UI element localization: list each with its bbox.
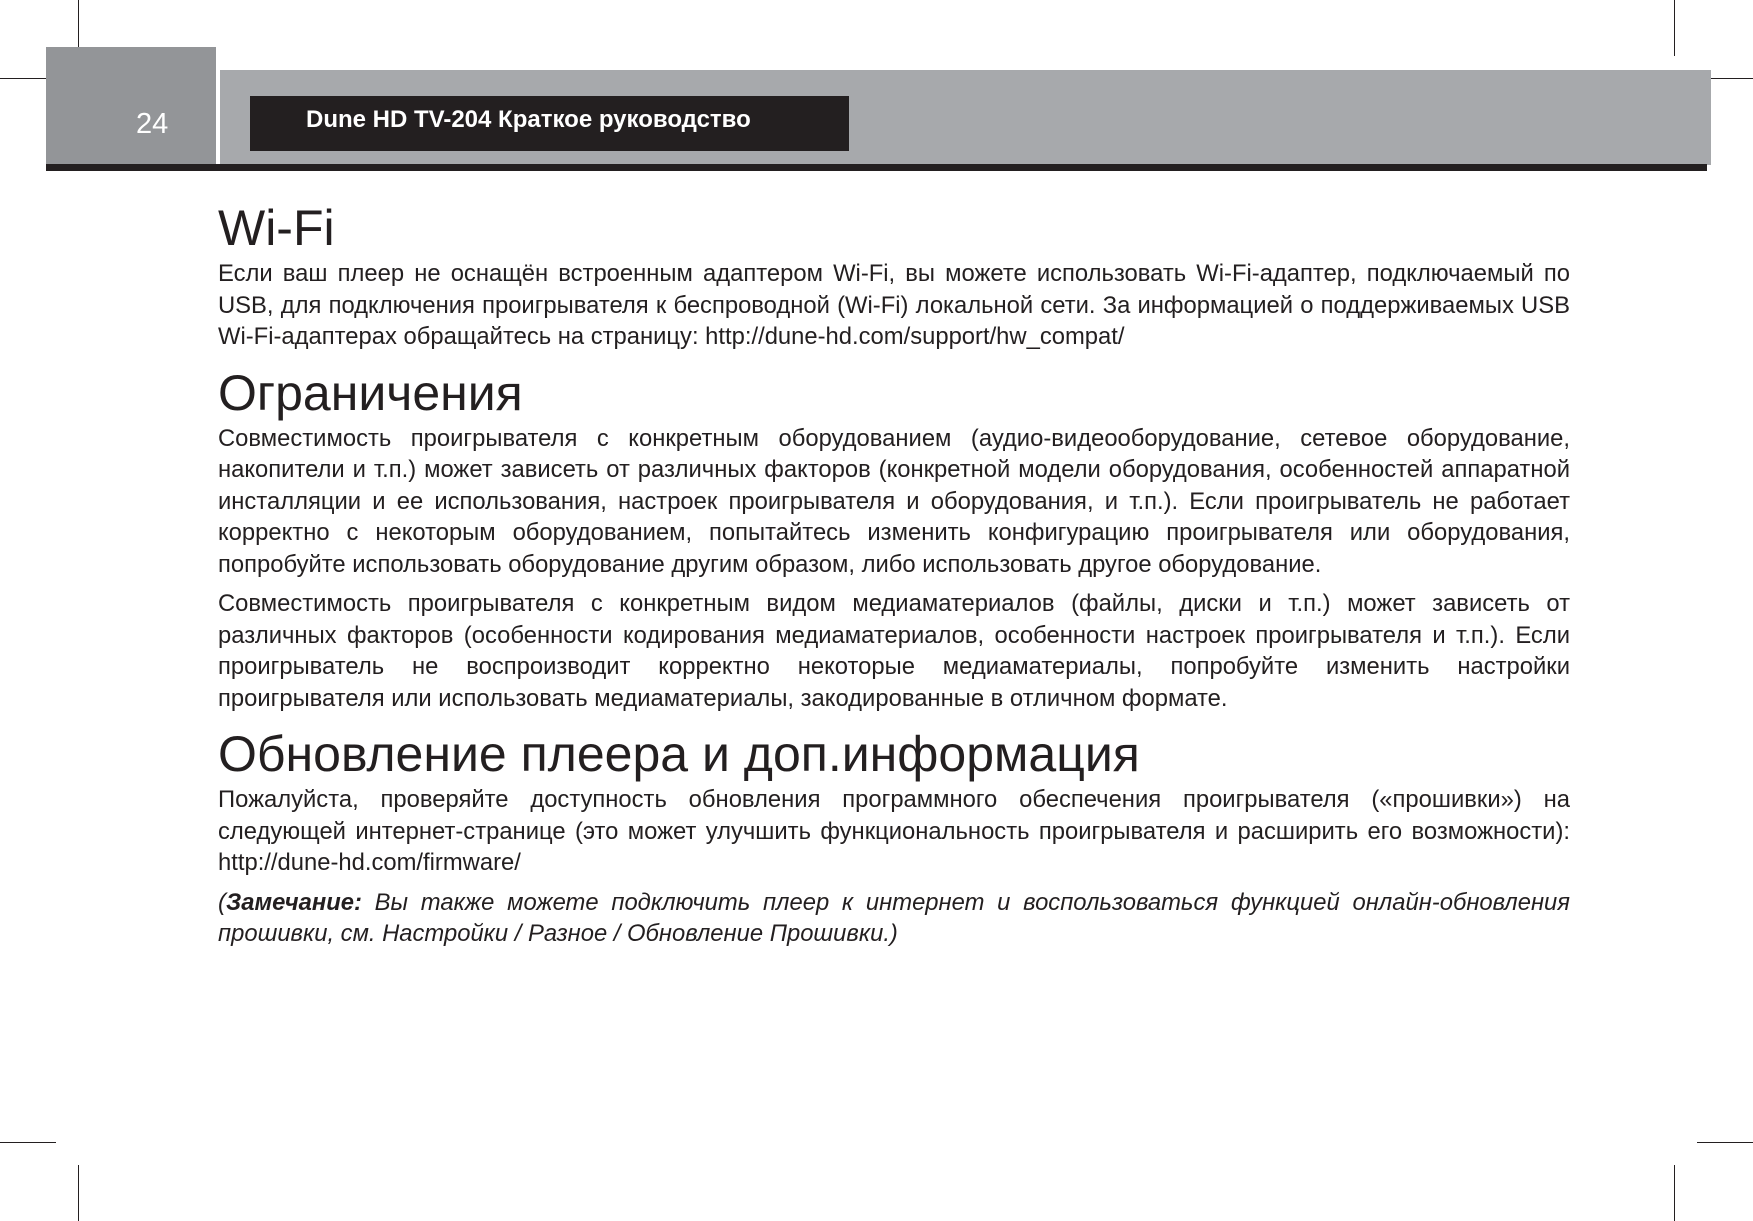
paragraph-update: Пожалуйста, проверяйте доступность обновления программного обеспечения проигрывателя («прошивки») на следующей интернет-странице (это может улучшить функциональность проигрывателя и расширить его возможности): http://dune-hd.com/firmware/ (218, 786, 1570, 876)
crop-mark (0, 1142, 56, 1143)
note-open: ( (218, 888, 226, 916)
header-title: Dune HD TV-204 Краткое руководство (250, 96, 849, 151)
page-content (218, 198, 1570, 950)
paragraph-limits-hardware: Совместимость проигрывателя с конкретным оборудованием (аудио-видеооборудование, сетевое оборудование, накопители и т.п.) может зависеть от различных факторов (конкретной модели оборудования, особенностей аппаратной инсталляции и ее использования, настроек проигрывателя и оборудования, и т.п.). Если проигрыватель не работает корректно с некоторым оборудованием, попытайтесь изменить конфигурацию проигрывателя или оборудования, попробуйте использовать оборудование другим образом, либо использовать другое оборудование. (218, 424, 1570, 578)
section-heading-wifi: Wi-Fi (218, 200, 335, 256)
header-rule (46, 164, 1707, 171)
crop-mark (1674, 1165, 1675, 1221)
note-text: Вы также можете подключить плеер к интернет и воспользоваться функцией онлайн-обновления прошивки, см. Настройки / Разное / Обновление Прошивки.) (218, 888, 1570, 947)
page-number: 24 (136, 108, 169, 140)
note-paragraph (218, 887, 1570, 950)
crop-mark (78, 1165, 79, 1221)
crop-mark (1674, 0, 1675, 56)
page-number-block (46, 47, 216, 165)
section-heading-limits: Ограничения (218, 364, 523, 421)
paragraph-limits-media: Совместимость проигрывателя с конкретным видом медиаматериалов (файлы, диски и т.п.) может зависеть от различных факторов (особенности кодирования медиаматериалов, особенности настроек проигрывателя и т.п.). Если проигрыватель не воспроизводит корректно некоторые медиаматериалы, попробуйте изменить настройки проигрывателя или использовать медиаматериалы, закодированные в отличном формате. (218, 590, 1570, 712)
note-label: Замечание: (225, 888, 362, 916)
crop-mark (1697, 1142, 1753, 1143)
paragraph-wifi: Если ваш плеер не оснащён встроенным адаптером Wi-Fi, вы можете использовать Wi-Fi-адаптер, подключаемый по USB, для подключения проигрывателя к беспроводной (Wi-Fi) локальной сети. За информацией о поддерживаемых USB Wi-Fi-адаптерах обращайтесь на страницу: http://dune-hd.com/support/hw_compat/ (218, 260, 1570, 350)
section-heading-update: Обновление плеера и доп.информация (218, 726, 1140, 782)
